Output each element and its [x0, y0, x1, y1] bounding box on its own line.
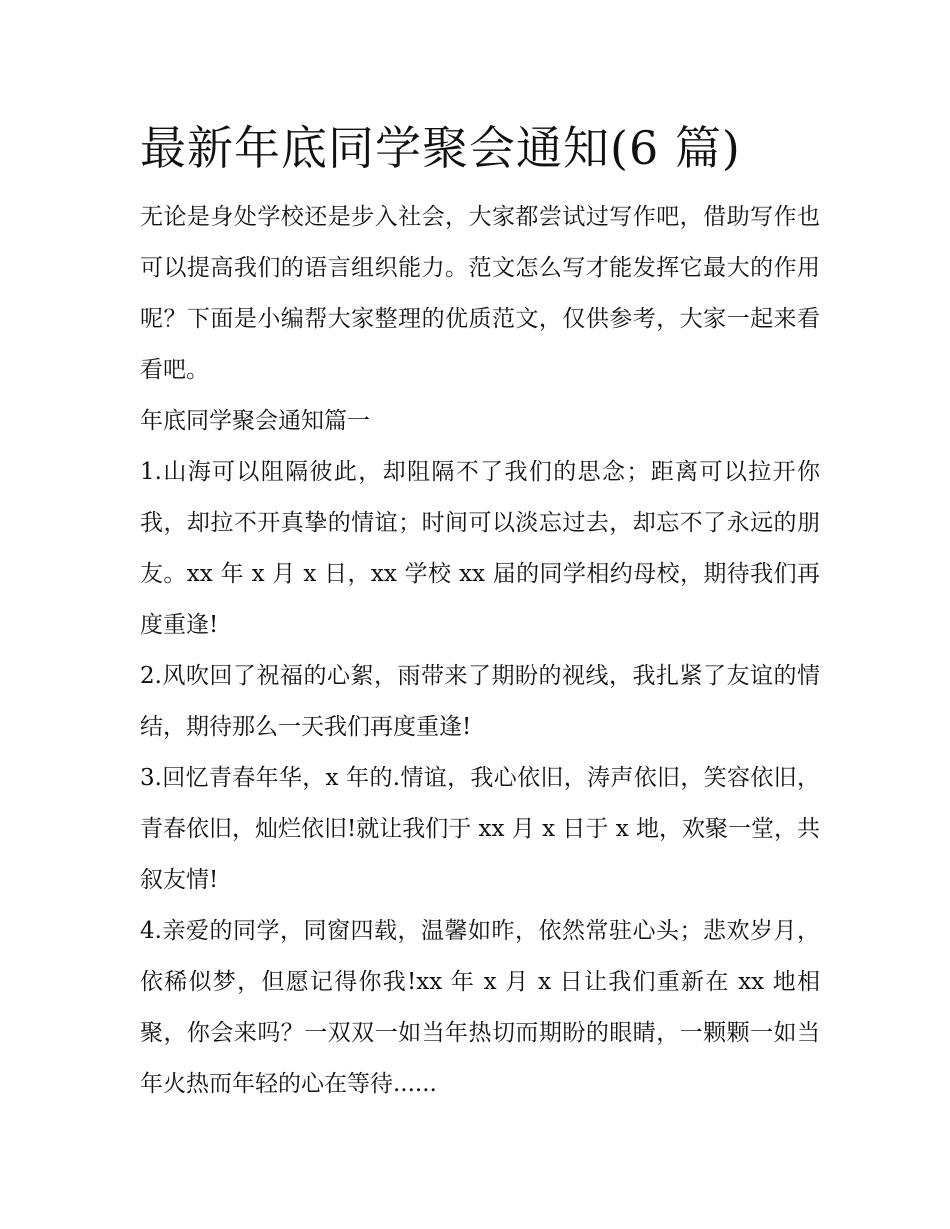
notice-item-4: 4.亲爱的同学，同窗四载，温馨如昨，依然常驻心头；悲欢岁月，依稀似梦，但愿记得你我!xx 年 x 月 x 日让我们重新在 xx 地相聚，你会来吗？一双双一如当年热切而期盼的眼睛，一颗颗一如当年火热而年轻的心在等待...... [140, 918, 820, 1097]
notice-item-3: 3.回忆青春年华，x 年的.情谊，我心依旧，涛声依旧，笑容依旧，青春依旧，灿烂依旧!就让我们于 xx 月 x 日于 x 地，欢聚一堂，共叙友情! [140, 765, 820, 893]
document-page [140, 110, 820, 1110]
intro-paragraph: 无论是身处学校还是步入社会，大家都尝试过写作吧，借助写作也可以提高我们的语言组织能力。范文怎么写才能发挥它最大的作用呢？下面是小编帮大家整理的优质范文，仅供参考，大家一起来看看吧。 [140, 204, 820, 383]
notice-item-1: 1.山海可以阻隔彼此，却阻隔不了我们的思念；距离可以拉开你我，却拉不开真挚的情谊；时间可以淡忘过去，却忘不了永远的朋友。xx 年 x 月 x 日，xx 学校 xx 届的同学相约母校，期待我们再度重逢! [140, 459, 820, 638]
notice-item-2: 2.风吹回了祝福的心絮，雨带来了期盼的视线，我扎紧了友谊的情结，期待那么一天我们再度重逢! [140, 663, 820, 740]
section-heading: 年底同学聚会通知篇一 [140, 408, 370, 434]
page-title: 最新年底同学聚会通知(6 篇) [140, 121, 741, 175]
